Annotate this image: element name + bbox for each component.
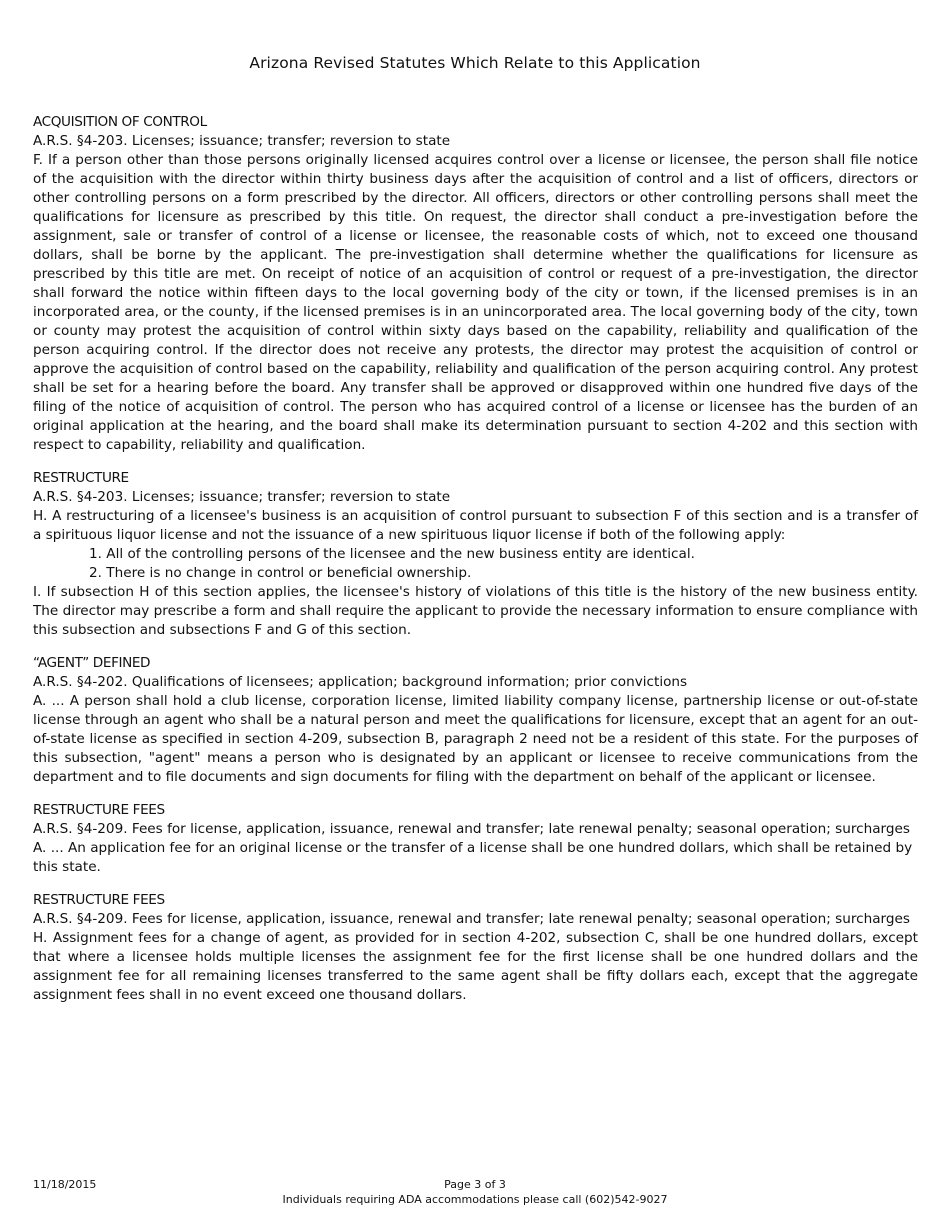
statute-paragraph: H. Assignment fees for a change of agent, as provided for in section 4-202, subsection C, shall be one hundred dollars, except that where a licensee holds multiple licenses the assignment fee for the first license shall be one hundred dollars and the assignment fee for all remaining licenses transferred to the same agent shall be fifty dollars each, except that the aggregate assignment fees shall in no event exceed one thousand dollars.: [33, 930, 918, 1003]
section-heading: ACQUISITION OF CONTROL: [33, 114, 207, 130]
section-restructure-fees-application: [33, 801, 918, 877]
statute-paragraph: A. ... A person shall hold a club license, corporation license, limited liability company license, partnership license or out-of-state license through an agent who shall be a natural person and meet the qualifications for licensure, except that an agent for an out-of-state license as specified in section 4-209, subsection B, paragraph 2 need not be a resident of this state. For the purposes of this subsection, "agent" means a person who is designated by an applicant or licensee to receive communications from the department and to file documents and sign documents for filing with the department on behalf of the applicant or licensee.: [33, 693, 918, 785]
list-item: 2. There is no change in control or beneficial ownership.: [89, 565, 472, 581]
statute-reference: A.R.S. §4-203. Licenses; issuance; transfer; reversion to state: [33, 489, 451, 505]
section-restructure-fees-assignment: [33, 891, 918, 1005]
section-heading: RESTRUCTURE: [33, 470, 129, 486]
statute-paragraph: H. A restructuring of a licensee's business is an acquisition of control pursuant to subsection F of this section and is a transfer of a spirituous liquor license and not the issuance of a new spirituous liquor license if both of the following apply:: [33, 508, 918, 543]
statute-reference: A.R.S. §4-209. Fees for license, application, issuance, renewal and transfer; late renewal penalty; seasonal operation; surcharges: [33, 821, 910, 837]
section-heading: RESTRUCTURE FEES: [33, 892, 165, 908]
footer-ada-notice: Individuals requiring ADA accommodations please call (602)542-9027: [282, 1193, 668, 1206]
statute-paragraph: I. If subsection H of this section applies, the licensee's history of violations of this title is the history of the new business entity. The director may prescribe a form and shall require the applicant to provide the necessary information to ensure compliance with this subsection and subsections F and G of this section.: [33, 584, 918, 638]
statute-paragraph: A. ... An application fee for an original license or the transfer of a license shall be one hundred dollars, which shall be retained by this state.: [33, 840, 913, 875]
footer-date: 11/18/2015: [33, 1178, 97, 1191]
page-title: Arizona Revised Statutes Which Relate to this Application: [249, 54, 701, 72]
document-body: [33, 113, 918, 1019]
section-agent-defined: [33, 654, 918, 787]
statute-paragraph: F. If a person other than those persons originally licensed acquires control over a license or licensee, the person shall file notice of the acquisition with the director within thirty business days after the acquisition of control and a list of officers, directors or other controlling persons on a form prescribed by the director. All officers, directors or other controlling persons shall meet the qualifications for licensure as prescribed by this title. On request, the director shall conduct a pre-investigation before the assignment, sale or transfer of control of a license or licensee, the reasonable costs of which, not to exceed one thousand dollars, shall be borne by the applicant. The pre-investigation shall determine whether the qualifications for licensure as prescribed by this title are met. On receipt of notice of an acquisition of control or request of a pre-investigation, the director shall forward the notice within fifteen days to the local governing body of the city or town, if the licensed premises is in an incorporated area, or the county, if the licensed premises is in an unincorporated area. The local governing body of the city, town or county may protest the acquisition of control within sixty days based on the capability, reliability and qualification of the person acquiring control. If the director does not receive any protests, the director may protest the acquisition of control or approve the acquisition of control based on the capability, reliability and qualification of the person acquiring control. Any protest shall be set for a hearing before the board. Any transfer shall be approved or disapproved within one hundred five days of the filing of the notice of acquisition of control. The person who has acquired control of a license or licensee has the burden of an original application at the hearing, and the board shall make its determination pursuant to section 4-202 and this section with respect to capability, reliability and qualification.: [33, 152, 918, 453]
footer-page-number: Page 3 of 3: [444, 1178, 506, 1191]
statute-reference: A.R.S. §4-209. Fees for license, application, issuance, renewal and transfer; late renewal penalty; seasonal operation; surcharges: [33, 911, 910, 927]
section-restructure: [33, 469, 918, 640]
section-heading: “AGENT” DEFINED: [33, 655, 151, 671]
section-acquisition-of-control: [33, 113, 918, 455]
list-item: 1. All of the controlling persons of the licensee and the new business entity are identical.: [89, 546, 695, 562]
statute-reference: A.R.S. §4-202. Qualifications of licensees; application; background information; prior convictions: [33, 674, 688, 690]
section-heading: RESTRUCTURE FEES: [33, 802, 165, 818]
statute-reference: A.R.S. §4-203. Licenses; issuance; transfer; reversion to state: [33, 133, 451, 149]
